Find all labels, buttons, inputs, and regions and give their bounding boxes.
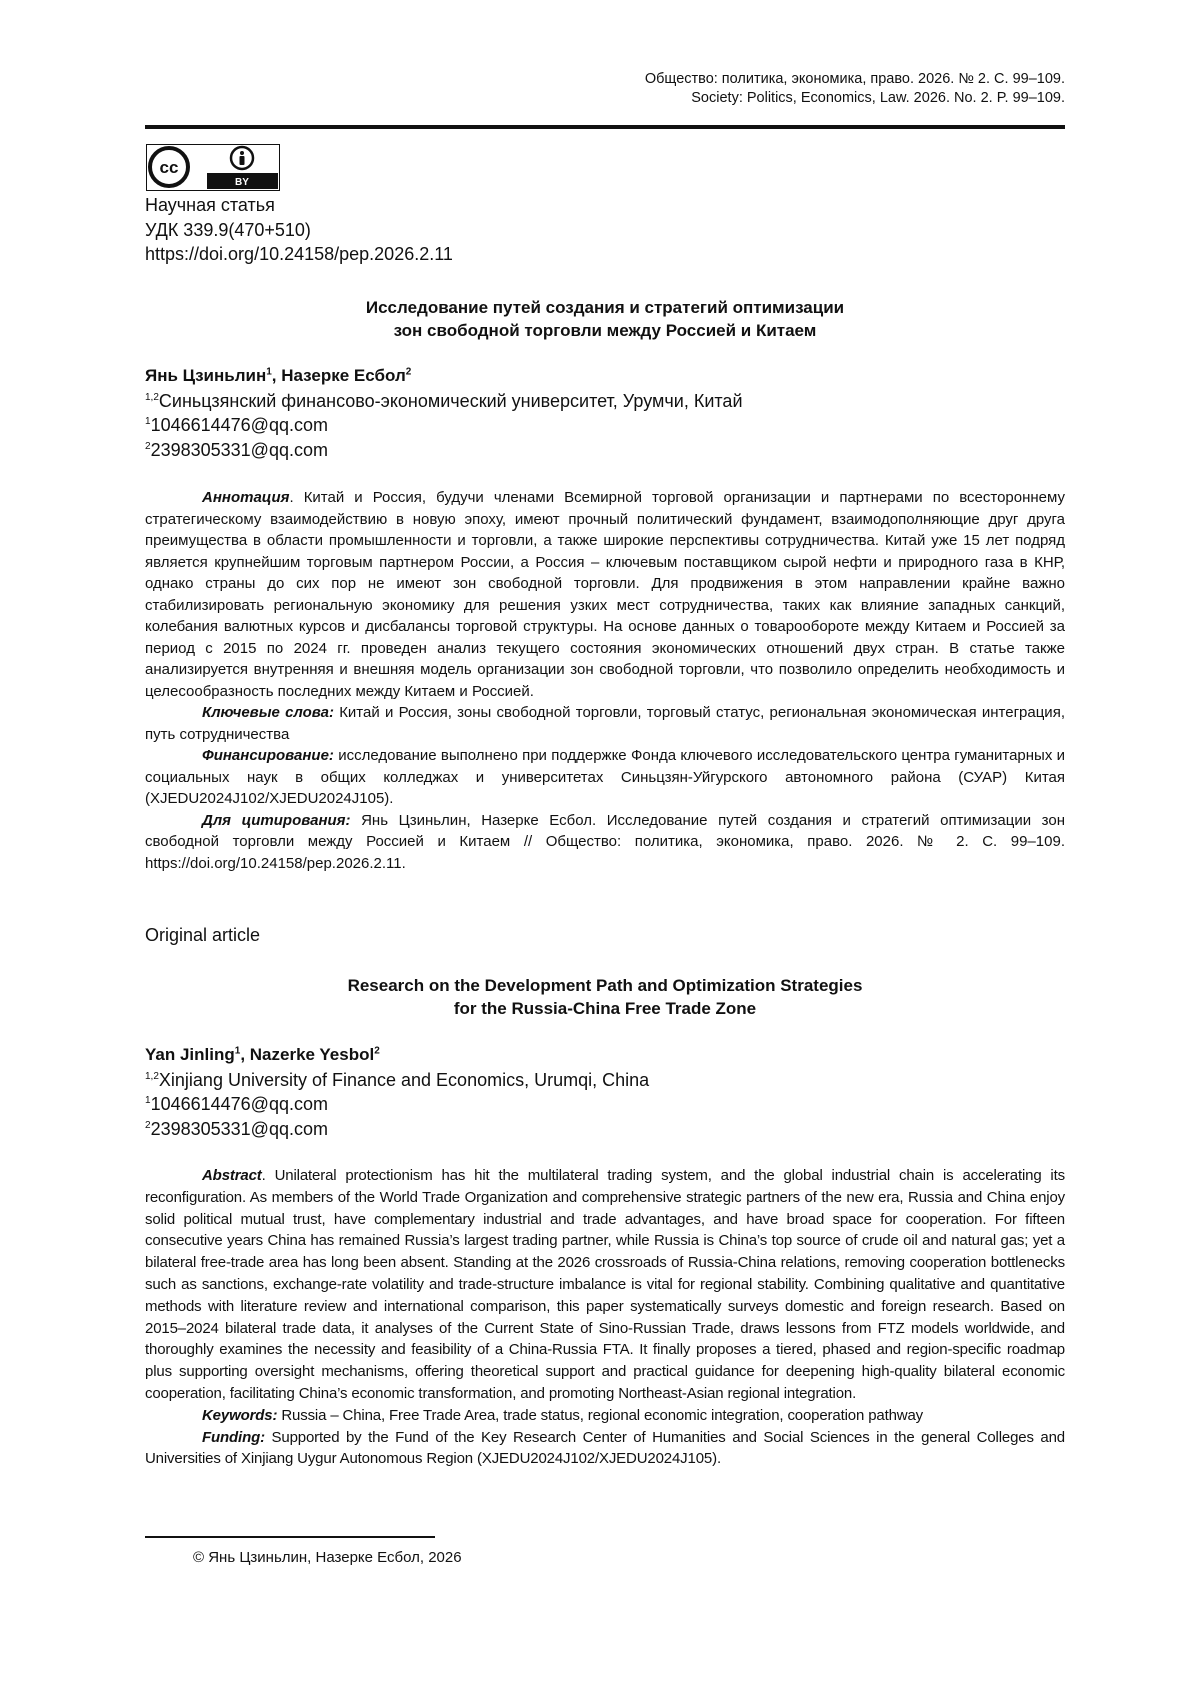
ru-title-line-1: Исследование путей создания и стратегий оптимизации xyxy=(365,298,845,317)
en-title xyxy=(145,974,1065,1020)
en-email-2[interactable]: $^2$2398305331@qq.com xyxy=(145,1118,328,1139)
en-abstract: Abstract. Unilateral protectionism has hit the multilateral trading system, and the global industrial chain is accelerating its reconfiguration. As members of the World Trade Organization and comprehensive strategic partners of the new era, Russia and China enjoy solid political mutual trust, have complementary industrial and trade advantages, and have broad space for cooperation. For fifteen consecutive years China has remained Russia’s largest trading partner, while Russia is China’s top source of crude oil and natural gas; yet a bilateral free-trade area has long been absent. Standing at the 2026 crossroads of Russia-China relations, removing cooperation bottlenecks such as sanctions, exchange-rate volatility and trade-structure imbalance is vital for regional stability. Combining qualitative and quantitative methods with literature review and international comparison, this paper systematically surveys domestic and foreign research. Based on 2015–2024 bilateral trade data, it analyses of the Current State of Sino-Russian Trade, draws lessons from FTZ models worldwide, and thoroughly examines the necessity and feasibility of a China-Russia FTA. It finally proposes a tiered, phased and region-specific roadmap plus supporting oversight mechanisms, offering theoretical support and practical guidance for deepening high-quality bilateral economic cooperation, facilitating China’s economic transformation, and promoting Northeast-Asian regional integration. xyxy=(145,1167,1065,1402)
en-email-1[interactable]: $^1$1046614476@qq.com xyxy=(145,1094,328,1114)
en-article-type: Original article xyxy=(145,925,261,945)
svg-text:cc: cc xyxy=(159,158,179,177)
en-author-names: Yan Jinling$^1$, Nazerke Yesbol$^2$ xyxy=(145,1045,380,1064)
cc-icon xyxy=(150,148,188,186)
footnote-rule xyxy=(145,1536,435,1538)
ru-author-2: Назерке Есбол xyxy=(281,366,406,385)
ru-funding: Финансирование: исследование выполнено при поддержке Фонда ключевого исследовательского центра гуманитарных и социальных наук в общих колледжах и университетах Синьцзян-Уйгурского автономного района (СУАР) Китая (XJEDU2024J102/XJEDU2024J105). xyxy=(145,747,1065,807)
ru-abstract-section xyxy=(145,487,1065,874)
en-affiliation: $^{1,2}$Xinjiang University of Finance and Economics, Urumqi, China xyxy=(145,1069,650,1090)
ru-email-1[interactable]: $^1$1046614476@qq.com xyxy=(145,415,328,435)
header-rule xyxy=(145,125,1065,129)
en-abstract-section xyxy=(145,1165,1065,1470)
en-author-2: Nazerke Yesbol xyxy=(249,1045,375,1064)
ru-udk: УДК 339.9(470+510) xyxy=(145,219,311,240)
attribution-person-icon xyxy=(231,147,253,169)
en-authors-block xyxy=(145,1043,1065,1141)
en-title-line-1: Research on the Development Path and Optimization Strategies xyxy=(347,976,863,995)
copyright-footnote: © Янь Цзиньлин, Назерке Есбол, 2026 xyxy=(193,1549,462,1566)
en-keywords: Keywords: Russia – China, Free Trade Area, trade status, regional economic integration, cooperation pathway xyxy=(202,1406,924,1424)
running-head-ru: Общество: политика, экономика, право. 2026. № 2. С. 99–109. xyxy=(644,71,1065,87)
ru-citation: Для цитирования: Янь Цзиньлин, Назерке Есбол. Исследование путей создания и стратегий оптимизации зон свободной торговли между Россией и Китаем // Общество: политика, экономика, право. 2026. № 2. С. 99–109. https://doi.org/10.24158/pep.2026.2.11. xyxy=(145,811,1065,872)
ru-title xyxy=(145,296,1065,342)
ru-article-type: Научная статья xyxy=(145,195,275,215)
ru-keywords: Ключевые слова: Китай и Россия, зоны свободной торговли, торговый статус, региональная экономическая интеграция, путь сотрудничества xyxy=(145,704,1065,743)
running-head xyxy=(645,70,1065,108)
ru-doi-link[interactable]: https://doi.org/10.24158/pep.2026.2.11 xyxy=(145,244,453,264)
en-author-1: Yan Jinling xyxy=(145,1045,235,1064)
ru-authors-block xyxy=(145,364,1065,462)
ru-author-1: Янь Цзиньлин xyxy=(145,366,267,385)
by-label: BY xyxy=(235,177,249,188)
en-title-line-2: for the Russia-China Free Trade Zone xyxy=(453,999,757,1018)
ru-email-2[interactable]: $^2$2398305331@qq.com xyxy=(145,439,328,460)
en-funding: Funding: Supported by the Fund of the Key Research Center of Humanities and Social Sciences in the general Colleges and Universities of Xinjiang Uygur Autonomous Region (XJEDU2024J102/XJEDU2024J105). xyxy=(145,1428,1065,1468)
cc-by-license-badge[interactable] xyxy=(146,144,280,191)
ru-abstract: Аннотация. Китай и Россия, будучи членами Всемирной торговой организации и партнерами по всестороннему стратегическому взаимодействию в новую эпоху, имеют прочный политический фундамент, взаимодополняющие друг друга преимущества в области промышленности и торговли, а также широкие перспективы сотрудничества. Китай уже 15 лет подряд является крупнейшим торговым партнером России, а Россия – ключевым поставщиком сырой нефти и природного газа в КНР, однако страны до сих пор не имеют зон свободной торговли. Для продвижения в этом направлении крайне важно стабилизировать региональную экономику для решения узких мест сотрудничества, таких как влияние западных санкций, колебания валютных курсов и дисбалансы торговой структуры. На основе данных о товарообороте между Китаем и Россией за период с 2015 по 2024 гг. проведен анализ текущего состояния экономических отношений двух стран. В статье также анализируется внутренняя и внешняя модель организации зон свободной торговли, что позволило определить необходимость и целесообразность последних между Китаем и Россией. xyxy=(145,489,1065,700)
ru-title-line-2: зон свободной торговли между Россией и Китаем xyxy=(393,321,817,340)
running-head-en: Society: Politics, Economics, Law. 2026. No. 2. P. 99–109. xyxy=(691,90,1065,106)
ru-affiliation: $^{1,2}$Синьцзянский финансово-экономический университет, Урумчи, Китай xyxy=(145,390,743,411)
ru-article-meta xyxy=(145,193,1065,267)
ru-author-names: Янь Цзиньлин$^1$, Назерке Есбол$^2$ xyxy=(145,366,412,385)
